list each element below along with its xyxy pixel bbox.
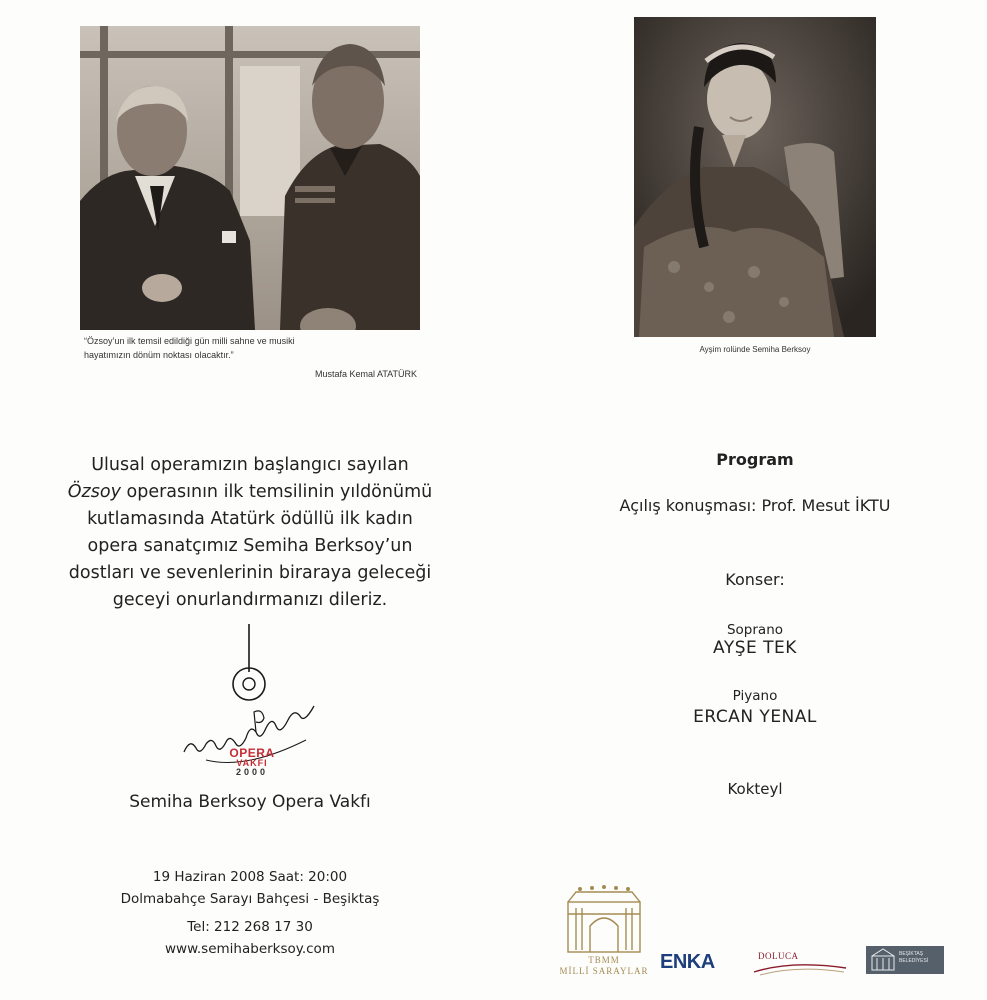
historical-photo-two-men [80, 26, 420, 330]
invitation-line: kutlamasında Atatürk ödüllü ilk kadın [87, 509, 413, 529]
program-cocktail: Kokteyl [727, 780, 783, 798]
quote-author: Mustafa Kemal ATATÜRK [314, 369, 417, 379]
besiktas-line: BELEDİYESİ [899, 958, 929, 964]
event-website[interactable]: www.semihaberksoy.com [165, 941, 335, 957]
performer-role: Piyano [732, 688, 778, 704]
invitation-text [40, 452, 460, 614]
doluca-logo: DOLUCA [758, 951, 799, 961]
logo-word: VAKFI [236, 758, 268, 768]
photo-caption: Ayşim rolünde Semiha Berksoy [699, 345, 811, 354]
logo-year: 2000 [235, 767, 269, 777]
invitation-line-rest: operasının ilk temsilinin yıldönümü [120, 482, 433, 502]
historical-portrait-photo [634, 17, 876, 337]
photo-quote [84, 334, 424, 362]
quote-line: hayatımızın dönüm noktası olacaktır.” [84, 350, 234, 360]
foundation-name: Semiha Berksoy Opera Vakfı [129, 792, 371, 812]
event-details [60, 866, 440, 960]
enka-logo: ENKA [660, 951, 715, 973]
program-opening-speech: Açılış konuşması: Prof. Mesut İKTU [619, 496, 891, 515]
performer-role: Soprano [726, 622, 784, 638]
event-venue: Dolmabahçe Sarayı Bahçesi - Beşiktaş [120, 891, 380, 907]
besiktas-line: BEŞİKTAŞ [899, 951, 924, 957]
program-concert: Konser: [725, 570, 785, 589]
besiktas-label [899, 951, 943, 965]
opera-vakfi-logo [222, 747, 282, 777]
tbmm-line: TBMM [588, 955, 620, 965]
quote-line: “Özsoy’un ilk temsil edildiği gün milli sahne ve musiki [84, 336, 295, 346]
tbmm-label [555, 955, 653, 977]
invitation-line [40, 479, 460, 506]
event-date-time: 19 Haziran 2008 Saat: 20:00 [152, 869, 348, 885]
program-title: Program [716, 450, 794, 469]
event-phone: Tel: 212 268 17 30 [187, 919, 313, 935]
invitation-line: dostları ve sevenlerinin biraraya geleceği [68, 563, 432, 583]
performer-name: AYŞE TEK [713, 638, 797, 658]
tbmm-line: MİLLİ SARAYLAR [559, 966, 649, 976]
logo-word: OPERA [229, 746, 275, 760]
performer-name: ERCAN YENAL [693, 707, 817, 727]
invitation-line: geceyi onurlandırmanızı dileriz. [112, 590, 388, 610]
doluca-swoosh-icon [752, 958, 848, 978]
invitation-line: opera sanatçımız Semiha Berksoy’un [87, 536, 413, 556]
invitation-line: Ulusal operamızın başlangıcı sayılan [91, 455, 409, 475]
palace-icon [868, 946, 898, 974]
opera-title: Özsoy [67, 482, 121, 502]
